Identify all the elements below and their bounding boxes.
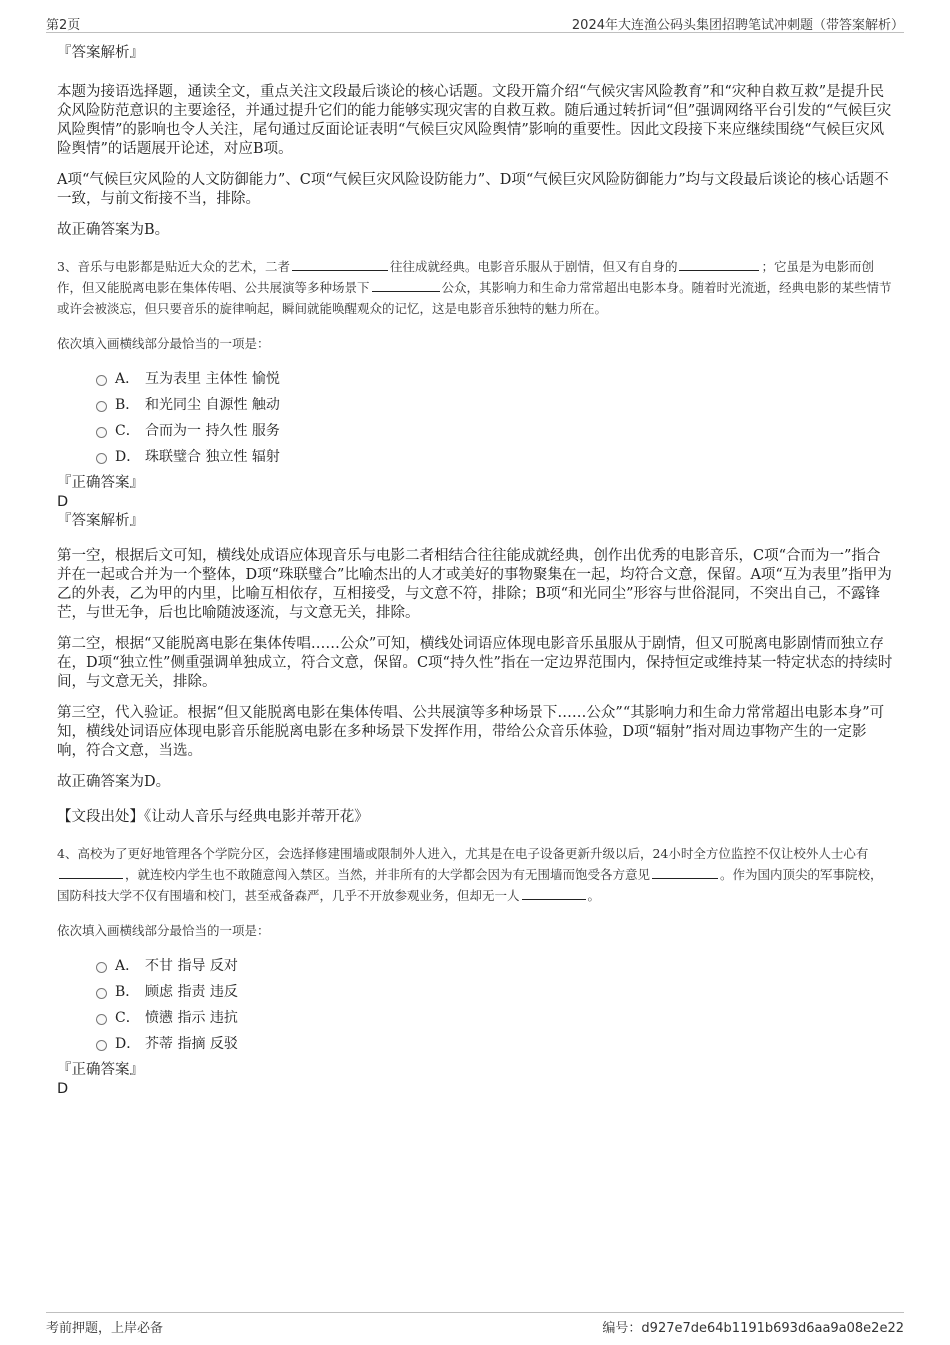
question-4-stem: 4、高校为了更好地管理各个学院分区，会选择修建围墙或限制外人进入，尤其是在电子设备更新升级以后，24小时全方位监控不仅让校外人士心有，就连校内学生也不敢随意闯入禁区。当然，并非所有的大学都会因为有无围墙而饱受各方意见 。作为国内顶尖的军事院校，国防科技大学不仅有围墙和校门，甚至戒备森严，几乎不开放参观业务，但却无一人 。	[57, 846, 883, 903]
option-d[interactable]: D． 芥蒂 指摘 反驳	[57, 1031, 893, 1057]
radio-icon[interactable]	[96, 453, 107, 464]
radio-icon[interactable]	[96, 427, 107, 438]
q3-source: 【文段出处】《让动人音乐与经典电影并蒂开花》	[57, 809, 369, 825]
radio-icon[interactable]	[96, 988, 107, 999]
q2-analysis-paragraph-1: 本题为接语选择题，通读全文，重点关注文段最后谈论的核心话题。文段开篇介绍“气候灾害风险教育”和“灾种自救互救”是提升民众风险防范意识的主要途径，并通过提升它们的能力能够实现灾害的自救互救。随后通过转折词“但”强调网络平台引发的“气候巨灾风险舆情”的影响也令人关注，尾句通过反面论证表明“气候巨灾风险舆情”影响的重要性。因此文段接下来应继续围绕“气候巨灾风险舆情”的话题展开论述，对应B项。	[57, 84, 892, 157]
radio-icon[interactable]	[96, 375, 107, 386]
page-header	[46, 12, 904, 33]
option-b[interactable]: B． 和光同尘 自源性 触动	[57, 392, 893, 418]
question-3-stem: 3、音乐与电影都是贴近大众的艺术，二者 往往成就经典。电影音乐服从于剧情，但又有自身的 ；它虽是为电影而创作，但又能脱离电影在集体传唱、公共展演等多种场景下 公众，其影响力和生命力常常超出电影本身。随着时光流逝，经典电影的某些情节或许会被淡忘，但只要音乐的旋律响起，瞬间就能唤醒观众的记忆，这是电影音乐独特的魅力所在。	[57, 256, 893, 319]
blank-line	[652, 864, 718, 879]
question-4-options	[57, 953, 893, 1057]
option-b[interactable]: B． 顾虑 指责 违反	[57, 979, 893, 1005]
document-code: 编号：d927e7de64b1191b693d6aa9a08e2e22	[602, 1321, 904, 1336]
option-a[interactable]: A． 不甘 指导 反对	[57, 953, 893, 979]
page-footer	[46, 1312, 904, 1335]
question-3-options	[57, 366, 893, 470]
radio-icon[interactable]	[96, 962, 107, 973]
blank-line	[522, 885, 586, 900]
q3-analysis-paragraph-1: 第一空，根据后文可知，横线处成语应体现音乐与电影二者相结合往往能成就经典，创作出优秀的电影音乐，C项“合而为一”指合并在一起或合并为一个整体，D项“珠联璧合”比喻杰出的人才或美好的事物聚集在一起，均符合文意，保留。A项“互为表里”指甲为乙的外表，乙为甲的内里，比喻互相依存，互相接受，与文意不符，排除；B项“和光同尘”形容与世俗混同，不突出自己，不露锋芒，与世无争，后也比喻随波逐流，与文意无关，排除。	[57, 548, 892, 621]
blank-line	[59, 864, 123, 879]
q3-conclusion: 故正确答案为D。	[57, 774, 171, 790]
question-3-prompt: 依次填入画横线部分最恰当的一项是：	[57, 336, 270, 351]
footer-slogan: 考前押题，上岸必备	[46, 1321, 164, 1336]
option-d[interactable]: D． 珠联璧合 独立性 辐射	[57, 444, 893, 470]
q3-analysis-paragraph-3: 第三空，代入验证。根据“但又能脱离电影在集体传唱、公共展演等多种场景下……公众”“其影响力和生命力常常超出电影本身”可知，横线处词语应体现电影音乐能脱离电影在多种场景下发挥作用，带给公众音乐体验，D项“辐射”指对周边事物产生的一定影响，符合文意，当选。	[57, 705, 885, 759]
blank-line	[679, 256, 759, 271]
q2-conclusion: 故正确答案为B。	[57, 222, 170, 238]
radio-icon[interactable]	[96, 401, 107, 412]
option-c[interactable]: C． 愤懑 指示 违抗	[57, 1005, 893, 1031]
radio-icon[interactable]	[96, 1014, 107, 1025]
option-c[interactable]: C． 合而为一 持久性 服务	[57, 418, 893, 444]
blank-line	[372, 277, 440, 292]
q3-answer-label: 『正确答案』	[57, 475, 144, 491]
question-4-prompt: 依次填入画横线部分最恰当的一项是：	[57, 923, 270, 938]
q4-answer-label: 『正确答案』	[57, 1062, 144, 1078]
q4-answer: D	[57, 1081, 69, 1097]
q3-answer: D	[57, 494, 69, 510]
q2-analysis-paragraph-2: A项“气候巨灾风险的人文防御能力”、C项“气候巨灾风险设防能力”、D项“气候巨灾风险防御能力”均与文段最后谈论的核心话题不一致，与前文衔接不当，排除。	[57, 172, 889, 207]
q3-analysis-label: 『答案解析』	[57, 513, 144, 529]
radio-icon[interactable]	[96, 1040, 107, 1051]
page-number: 第2页	[46, 18, 81, 33]
page-content	[57, 44, 893, 1099]
blank-line	[292, 256, 388, 271]
q2-analysis-label: 『答案解析』	[57, 45, 144, 61]
document-title: 2024年大连渔公码头集团招聘笔试冲刺题（带答案解析）	[571, 18, 904, 33]
option-a[interactable]: A． 互为表里 主体性 愉悦	[57, 366, 893, 392]
q3-analysis-paragraph-2: 第二空，根据“又能脱离电影在集体传唱……公众”可知，横线处词语应体现电影音乐虽服从于剧情，但又可脱离电影剧情而独立存在，D项“独立性”侧重强调单独成立，符合文意，保留。C项“持久性”指在一定边界范围内，保持恒定或维持某一特定状态的持续时间，与文意无关，排除。	[57, 636, 893, 690]
